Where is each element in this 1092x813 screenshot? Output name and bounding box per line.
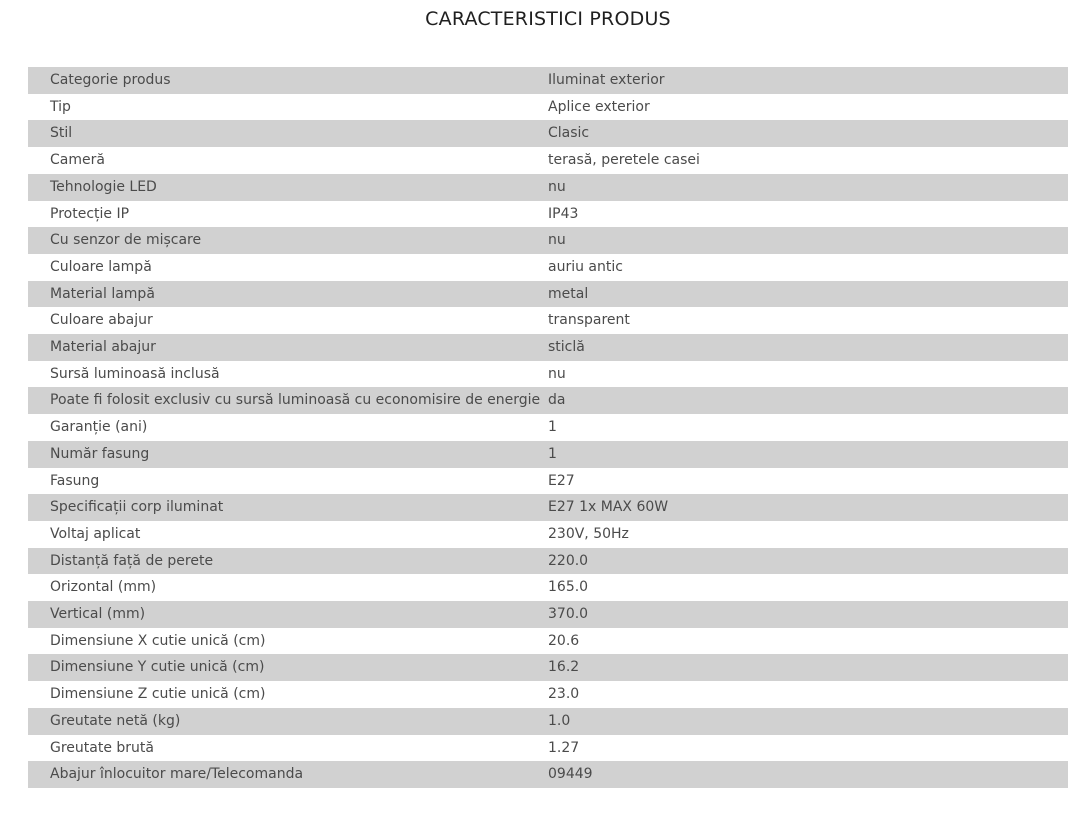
row-value: sticlă bbox=[548, 334, 1068, 361]
page-title: CARACTERISTICI PRODUS bbox=[425, 8, 671, 30]
row-value: 1 bbox=[548, 441, 1068, 468]
row-label: Categorie produs bbox=[28, 67, 548, 94]
row-label: Dimensiune Y cutie unică (cm) bbox=[28, 654, 548, 681]
row-label: Orizontal (mm) bbox=[28, 574, 548, 601]
row-label: Garanție (ani) bbox=[28, 414, 548, 441]
row-value: Aplice exterior bbox=[548, 94, 1068, 121]
table-row bbox=[28, 548, 1068, 575]
table-row bbox=[28, 494, 1068, 521]
row-label: Număr fasung bbox=[28, 441, 548, 468]
table-row bbox=[28, 94, 1068, 121]
row-value: terasă, peretele casei bbox=[548, 147, 1068, 174]
table-row bbox=[28, 67, 1068, 94]
row-value: nu bbox=[548, 227, 1068, 254]
row-value: 1.0 bbox=[548, 708, 1068, 735]
row-label: Culoare lampă bbox=[28, 254, 548, 281]
row-label: Tehnologie LED bbox=[28, 174, 548, 201]
row-value: 09449 bbox=[548, 761, 1068, 788]
row-label: Sursă luminoasă inclusă bbox=[28, 361, 548, 388]
row-label: Culoare abajur bbox=[28, 307, 548, 334]
row-label: Fasung bbox=[28, 468, 548, 495]
row-value: IP43 bbox=[548, 201, 1068, 228]
row-label: Tip bbox=[28, 94, 548, 121]
row-value: 230V, 50Hz bbox=[548, 521, 1068, 548]
table-row bbox=[28, 708, 1068, 735]
table-row bbox=[28, 334, 1068, 361]
table-row bbox=[28, 521, 1068, 548]
table-row bbox=[28, 201, 1068, 228]
row-label: Material abajur bbox=[28, 334, 548, 361]
table-row bbox=[28, 735, 1068, 762]
row-value: auriu antic bbox=[548, 254, 1068, 281]
specifications-table bbox=[28, 67, 1068, 788]
row-value: E27 bbox=[548, 468, 1068, 495]
row-label: Specificații corp iluminat bbox=[28, 494, 548, 521]
row-label: Vertical (mm) bbox=[28, 601, 548, 628]
table-row bbox=[28, 414, 1068, 441]
table-row bbox=[28, 441, 1068, 468]
row-label: Greutate netă (kg) bbox=[28, 708, 548, 735]
row-label: Stil bbox=[28, 120, 548, 147]
row-label: Cu senzor de mișcare bbox=[28, 227, 548, 254]
table-row bbox=[28, 227, 1068, 254]
row-value: 20.6 bbox=[548, 628, 1068, 655]
table-row bbox=[28, 361, 1068, 388]
table-row bbox=[28, 654, 1068, 681]
row-label: Protecție IP bbox=[28, 201, 548, 228]
row-label: Greutate brută bbox=[28, 735, 548, 762]
row-label: Cameră bbox=[28, 147, 548, 174]
row-label: Material lampă bbox=[28, 281, 548, 308]
table-row bbox=[28, 254, 1068, 281]
row-value: nu bbox=[548, 174, 1068, 201]
row-label: Abajur înlocuitor mare/Telecomanda bbox=[28, 761, 548, 788]
row-value: da bbox=[548, 387, 1068, 414]
row-value: 16.2 bbox=[548, 654, 1068, 681]
row-label: Distanță față de perete bbox=[28, 548, 548, 575]
table-row bbox=[28, 147, 1068, 174]
table-row bbox=[28, 574, 1068, 601]
row-value: E27 1x MAX 60W bbox=[548, 494, 1068, 521]
table-row bbox=[28, 761, 1068, 788]
table-row bbox=[28, 628, 1068, 655]
row-value: 165.0 bbox=[548, 574, 1068, 601]
row-value: 1 bbox=[548, 414, 1068, 441]
table-row bbox=[28, 174, 1068, 201]
table-row bbox=[28, 601, 1068, 628]
row-value: metal bbox=[548, 281, 1068, 308]
row-value: 1.27 bbox=[548, 735, 1068, 762]
row-value: Iluminat exterior bbox=[548, 67, 1068, 94]
row-value: 370.0 bbox=[548, 601, 1068, 628]
row-label: Voltaj aplicat bbox=[28, 521, 548, 548]
row-value: transparent bbox=[548, 307, 1068, 334]
row-value: 23.0 bbox=[548, 681, 1068, 708]
table-row bbox=[28, 307, 1068, 334]
row-label: Dimensiune X cutie unică (cm) bbox=[28, 628, 548, 655]
row-label: Poate fi folosit exclusiv cu sursă luminoasă cu economisire de energie bbox=[28, 387, 548, 414]
table-row bbox=[28, 281, 1068, 308]
table-row bbox=[28, 120, 1068, 147]
table-row bbox=[28, 468, 1068, 495]
table-row bbox=[28, 681, 1068, 708]
row-label: Dimensiune Z cutie unică (cm) bbox=[28, 681, 548, 708]
table-row bbox=[28, 387, 1068, 414]
row-value: nu bbox=[548, 361, 1068, 388]
row-value: Clasic bbox=[548, 120, 1068, 147]
row-value: 220.0 bbox=[548, 548, 1068, 575]
